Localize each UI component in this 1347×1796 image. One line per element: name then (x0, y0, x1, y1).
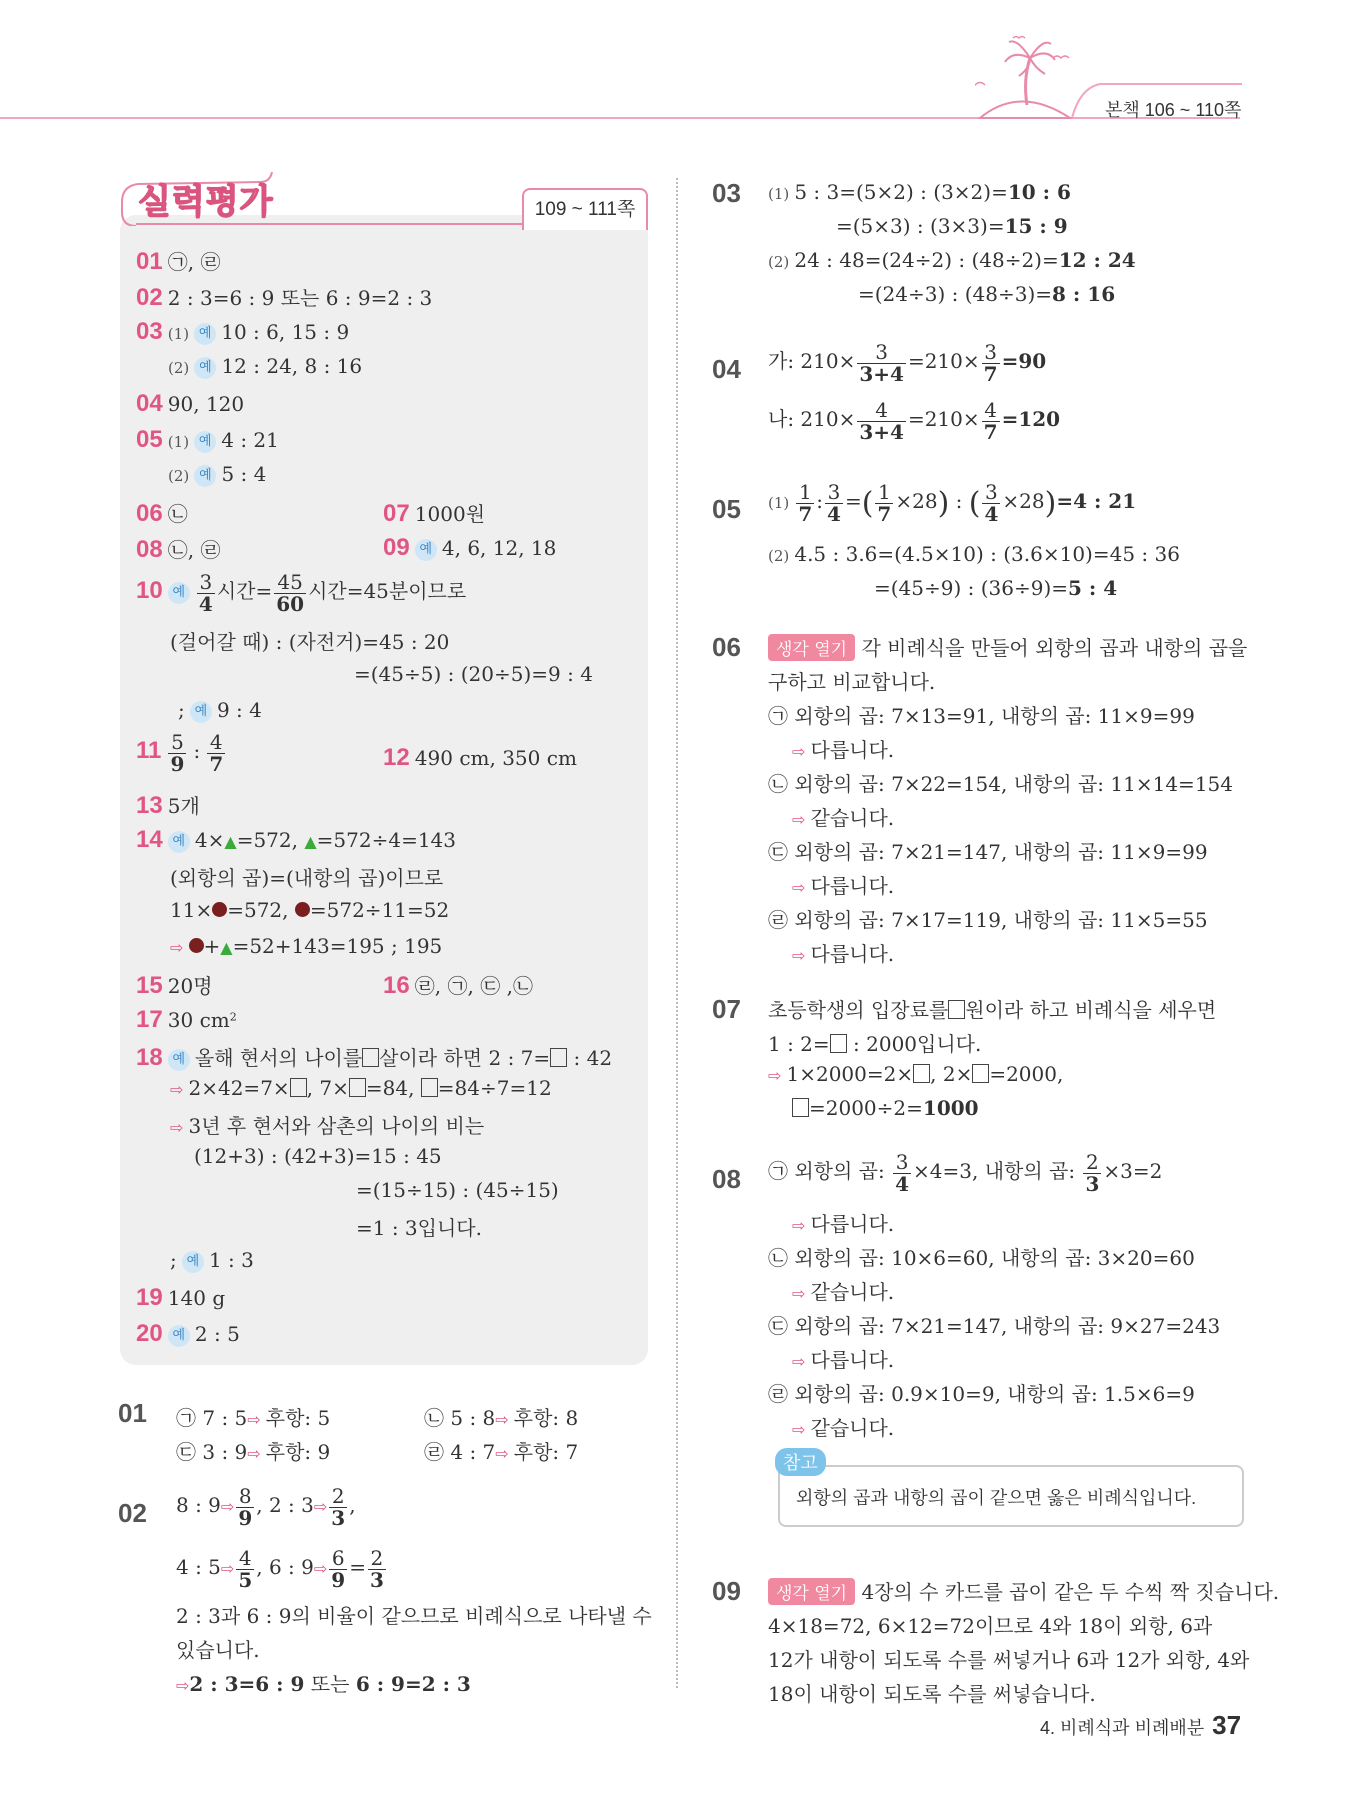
solution-01-row1-col1: ㉠ 7 : 5⇨ 후항: 5 (176, 1406, 331, 1430)
solution-08-line2: ㉡ 외항의 곱: 10×6=60, 내항의 곱: 3×20=60 (768, 1246, 1195, 1270)
solution-04-line1: 가: 210× $\frac{3}{3+4}$ =210× $\frac{3}{7}$ =90 (768, 340, 1047, 386)
box-icon (421, 1078, 438, 1097)
arrow-icon: ⇨ (768, 1066, 782, 1085)
answer-05: 05 (1) 예 4 : 21 (136, 426, 279, 453)
answer-10: 10 예 $\frac{3}{4}$ 시간= $\frac{45}{60}$ 시간=45분이므로 (136, 570, 467, 616)
solution-08-result4: ⇨ 같습니다. (792, 1416, 895, 1440)
arrow-icon: ⇨ (170, 938, 184, 957)
solution-06-item2-result: ⇨ 같습니다. (792, 806, 895, 830)
answer-18-line3: ⇨ 3년 후 현서와 삼촌의 나이의 비는 (170, 1114, 485, 1138)
answer-18-line2: ⇨ 2×42=7× , 7× =84, =84÷7=12 (170, 1076, 552, 1100)
box-icon (972, 1064, 989, 1083)
arrow-icon: ⇨ (792, 1352, 806, 1371)
answer-18-line7: ; 예 1 : 3 (170, 1248, 254, 1272)
solution-05-number: 05 (712, 494, 741, 524)
arrow-icon: ⇨ (220, 1559, 235, 1578)
box-icon (830, 1034, 847, 1053)
solution-09-line1: 생각 열기 4장의 수 카드를 곱이 같은 두 수씩 짝 짓습니다. (768, 1576, 1279, 1605)
answer-07: 07 1000원 (383, 500, 486, 527)
column-divider (676, 178, 678, 1688)
answer-18-line6: =1 : 3입니다. (356, 1216, 482, 1240)
circle-icon (295, 902, 310, 917)
arrow-icon: ⇨ (247, 1444, 261, 1463)
answer-19: 19 140 g (136, 1284, 226, 1311)
solution-01-row2-col1: ㉢ 3 : 9⇨ 후항: 9 (176, 1440, 331, 1464)
answer-09: 09 예 4, 6, 12, 18 (383, 534, 557, 561)
solution-04-number: 04 (712, 354, 741, 384)
answer-17: 17 30 $cm^2$ (136, 1006, 237, 1033)
solution-03-number: 03 (712, 178, 741, 208)
box-icon (948, 1000, 965, 1019)
solution-02-line1: 8 : 9⇨ $\frac{8}{9}$ , 2 : 3⇨ $\frac{2}{3}$ , (176, 1484, 356, 1530)
thinking-tag: 생각 열기 (768, 634, 855, 661)
section-title: 실력평가 (138, 182, 274, 222)
arrow-icon: ⇨ (792, 946, 806, 965)
answer-14-line4: ⇨ +▲=52+143=195 ; 195 (170, 934, 443, 958)
solution-07-line3: ⇨ 1×2000=2× , 2× =2000, (768, 1062, 1064, 1086)
arrow-icon: ⇨ (220, 1497, 235, 1516)
arrow-icon: ⇨ (495, 1444, 509, 1463)
answer-10-line2: (걸어갈 때) : (자전거)=45 : 20 (170, 630, 450, 654)
answer-11: 11 $\frac{5}{9}$ : $\frac{4}{7}$ (136, 730, 224, 776)
thinking-tag: 생각 열기 (768, 1578, 855, 1605)
solution-06-intro2: 구하고 비교합니다. (768, 670, 936, 694)
solution-01-row1-col2: ㉡ 5 : 8⇨ 후항: 8 (424, 1406, 579, 1430)
box-icon (913, 1064, 930, 1083)
solution-03-line3: (2) 24 : 48=(24÷2) : (48÷2)=12 : 24 (768, 248, 1136, 272)
arrow-icon: ⇨ (247, 1410, 261, 1429)
solution-02-line4: 있습니다. (176, 1638, 260, 1662)
solution-08-line3: ㉢ 외항의 곱: 7×21=147, 내항의 곱: 9×27=243 (768, 1314, 1221, 1338)
solution-06-item4-result: ⇨ 다릅니다. (792, 942, 895, 966)
solution-05-line1: (1) $\frac{1}{7}$ : $\frac{3}{4}$ =( $\frac{1}{7}$ ×28) : ( $\frac{3}{4}$ ×28)=4 : 21 (768, 480, 1137, 526)
arrow-icon: ⇨ (792, 742, 806, 761)
answer-20: 20 예 2 : 5 (136, 1320, 240, 1347)
solution-08-line4: ㉣ 외항의 곱: 0.9×10=9, 내항의 곱: 1.5×6=9 (768, 1382, 1195, 1406)
section-pages: 109 ~ 111쪽 (522, 188, 648, 230)
answer-03: 03 (1) 예 10 : 6, 15 : 9 (136, 318, 350, 345)
solution-06-item3: ㉢ 외항의 곱: 7×21=147, 내항의 곱: 11×9=99 (768, 840, 1208, 864)
answer-08: 08 ㉡, ㉣ (136, 536, 221, 563)
box-icon (792, 1098, 809, 1117)
arrow-icon: ⇨ (313, 1559, 328, 1578)
answer-05-part2: (2) 예 5 : 4 (168, 462, 267, 486)
box-icon (550, 1048, 567, 1067)
answer-01: 01 ㉠, ㉣ (136, 248, 221, 275)
arrow-icon: ⇨ (170, 1080, 184, 1099)
arrow-icon: ⇨ (792, 878, 806, 897)
solution-01-number: 01 (118, 1398, 147, 1428)
answer-14: 14 예 4×▲=572, ▲=572÷4=143 (136, 826, 457, 853)
solution-01-row2-col2: ㉣ 4 : 7⇨ 후항: 7 (424, 1440, 579, 1464)
arrow-icon: ⇨ (170, 1118, 184, 1137)
arrow-icon: ⇨ (792, 1216, 806, 1235)
page-footer (1040, 1710, 1241, 1741)
arrow-icon: ⇨ (792, 810, 806, 829)
solution-09-line2: 4×18=72, 6×12=72이므로 4와 18이 외항, 6과 (768, 1614, 1213, 1638)
answer-06: 06 ㉡ (136, 500, 188, 527)
answer-13: 13 5개 (136, 792, 200, 819)
answer-10-line4: ; 예 9 : 4 (178, 698, 262, 722)
box-icon (290, 1078, 307, 1097)
answer-14-line2: (외항의 곱)=(내항의 곱)이므로 (170, 866, 444, 890)
solution-06-item1: ㉠ 외항의 곱: 7×13=91, 내항의 곱: 11×9=99 (768, 704, 1195, 728)
arrow-icon: ⇨ (792, 1284, 806, 1303)
triangle-icon: ▲ (220, 938, 233, 957)
answer-16: 16 ㉣, ㉠, ㉢ ,㉡ (383, 972, 533, 999)
solution-08-line1: ㉠ 외항의 곱: $\frac{3}{4}$ ×4=3, 내항의 곱: $\frac{2}{3}$ ×3=2 (768, 1150, 1163, 1196)
solution-09-line4: 18이 내항이 되도록 수를 써넣습니다. (768, 1682, 1096, 1706)
solution-07-line4: =2000÷2=1000 (792, 1096, 979, 1120)
answer-18-line4: (12+3) : (42+3)=15 : 45 (194, 1144, 442, 1168)
answer-15: 15 20명 (136, 972, 213, 999)
solution-08-result1: ⇨ 다릅니다. (792, 1212, 895, 1236)
solution-05-line3: =(45÷9) : (36÷9)=5 : 4 (874, 576, 1118, 600)
answer-02: 02 2 : 3=6 : 9 또는 6 : 9=2 : 3 (136, 284, 433, 311)
answer-18-line5: =(15÷15) : (45÷15) (356, 1178, 559, 1202)
solution-08-result3: ⇨ 다릅니다. (792, 1348, 895, 1372)
answer-03-part2: (2) 예 12 : 24, 8 : 16 (168, 354, 363, 378)
arrow-icon: ⇨ (792, 1420, 806, 1439)
solution-02-line5: ⇨2 : 3=6 : 9 또는 6 : 9=2 : 3 (176, 1672, 471, 1696)
circle-icon (212, 902, 227, 917)
answer-04: 04 90, 120 (136, 390, 245, 417)
solution-06-item3-result: ⇨ 다릅니다. (792, 874, 895, 898)
arrow-icon: ⇨ (176, 1676, 190, 1695)
solution-06-number: 06 (712, 632, 741, 662)
solution-04-line2: 나: 210× $\frac{4}{3+4}$ =210× $\frac{4}{7}$ =120 (768, 398, 1061, 444)
solution-03-line1: (1) 5 : 3=(5×2) : (3×2)=10 : 6 (768, 180, 1071, 204)
box-icon (362, 1048, 379, 1067)
solution-07-line2: 1 : 2= : 2000입니다. (768, 1032, 982, 1056)
solution-08-number: 08 (712, 1164, 741, 1194)
solution-06-item1-result: ⇨ 다릅니다. (792, 738, 895, 762)
answer-10-line3: =(45÷5) : (20÷5)=9 : 4 (354, 662, 593, 686)
chapter-title: 4. 비례식과 비례배분 (1040, 1718, 1205, 1738)
note-tag: 참고 (775, 1448, 826, 1476)
answer-18: 18 예 올해 현서의 나이를 살이라 하면 2 : 7= : 42 (136, 1044, 613, 1071)
arrow-icon: ⇨ (313, 1497, 328, 1516)
page-number: 37 (1212, 1710, 1242, 1740)
triangle-icon: ▲ (224, 832, 237, 851)
solution-08-result2: ⇨ 같습니다. (792, 1280, 895, 1304)
note-text: 외항의 곱과 내항의 곱이 같으면 옳은 비례식입니다. (796, 1488, 1197, 1508)
solution-09-line3: 12가 내항이 되도록 수를 써넣거나 6과 12가 외항, 4와 (768, 1648, 1250, 1672)
triangle-icon: ▲ (304, 832, 317, 851)
solution-07-line1: 초등학생의 입장료를 원이라 하고 비례식을 세우면 (768, 998, 1217, 1022)
solution-02-number: 02 (118, 1498, 147, 1528)
arrow-icon: ⇨ (495, 1410, 509, 1429)
solution-02-line2: 4 : 5⇨ $\frac{4}{5}$ , 6 : 9⇨ $\frac{6}{9}$ = $\frac{2}{3}$ (176, 1546, 384, 1592)
solution-07-number: 07 (712, 994, 741, 1024)
solution-06-intro: 생각 열기 각 비례식을 만들어 외항의 곱과 내항의 곱을 (768, 632, 1247, 661)
solution-06-item4: ㉣ 외항의 곱: 7×17=119, 내항의 곱: 11×5=55 (768, 908, 1208, 932)
solution-02-line3: 2 : 3과 6 : 9의 비율이 같으므로 비례식으로 나타낼 수 (176, 1604, 652, 1628)
solution-09-number: 09 (712, 1576, 741, 1606)
box-icon (349, 1078, 366, 1097)
book-ref: 본책 106 ~ 110쪽 (1105, 100, 1242, 120)
palm-island-icon (975, 30, 1075, 122)
solution-05-line2: (2) 4.5 : 3.6=(4.5×10) : (3.6×10)=45 : 36 (768, 542, 1180, 566)
solution-06-item2: ㉡ 외항의 곱: 7×22=154, 내항의 곱: 11×14=154 (768, 772, 1233, 796)
answer-14-line3: 11× =572, =572÷11=52 (170, 898, 450, 922)
answer-12: 12 490 cm, 350 cm (383, 744, 577, 771)
solution-03-line2: =(5×3) : (3×3)=15 : 9 (836, 214, 1068, 238)
solution-03-line4: =(24÷3) : (48÷3)=8 : 16 (858, 282, 1116, 306)
circle-icon (189, 938, 204, 953)
